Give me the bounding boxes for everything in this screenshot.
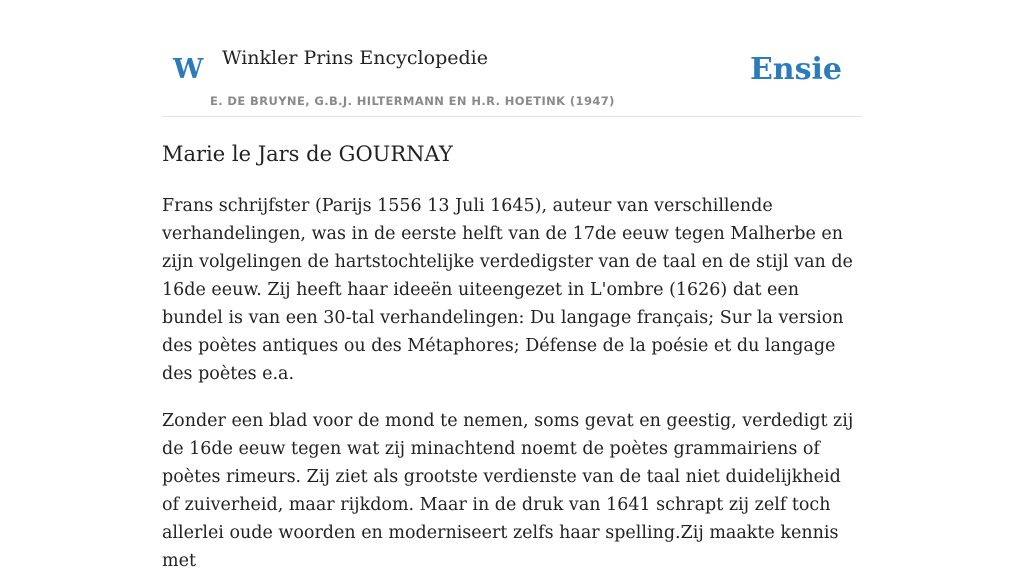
site-header (162, 0, 862, 117)
ensie-brand-logo[interactable]: Ensie (749, 52, 842, 87)
article-paragraph: Zonder een blad voor de mond te nemen, soms gevat en geestig, verdedigt zij de 16de eeuw tegen wat zij minachtend noemt de poètes grammairiens of poètes rimeurs. Zij ziet als grootste verdienste van de taal niet duidelijkheid of zuiverheid, maar rijkdom. Maar in de druk van 1641 schrapt zij zelf toch allerlei oude woorden en moderniseert zelfs haar spelling.Zij maakte kennis met (162, 411, 854, 571)
article (162, 138, 862, 575)
publication-logo[interactable]: W (173, 54, 204, 85)
publication-title[interactable]: Winkler Prins Encyclopedie (222, 47, 488, 69)
article-title: Marie le Jars de GOURNAY (162, 142, 453, 166)
article-paragraph: Frans schrijfster (Parijs 1556 13 Juli 1645), auteur van verschillende verhandelingen, was in de eerste helft van de 17de eeuw tegen Malherbe en zijn volgelingen de hartstochtelijke verdedigster van de taal en de stijl van de 16de eeuw. Zij heeft haar ideeën uiteengezet in L'ombre (1626) dat een bundel is van een 30-tal verhandelingen: Du langage français; Sur la version des poètes antiques ou des Métaphores; Défense de la poésie et du langage des poètes e.a. (162, 196, 853, 384)
publication-authors: E. DE BRUYNE, G.B.J. HILTERMANN EN H.R. HOETINK (1947) (210, 94, 615, 108)
